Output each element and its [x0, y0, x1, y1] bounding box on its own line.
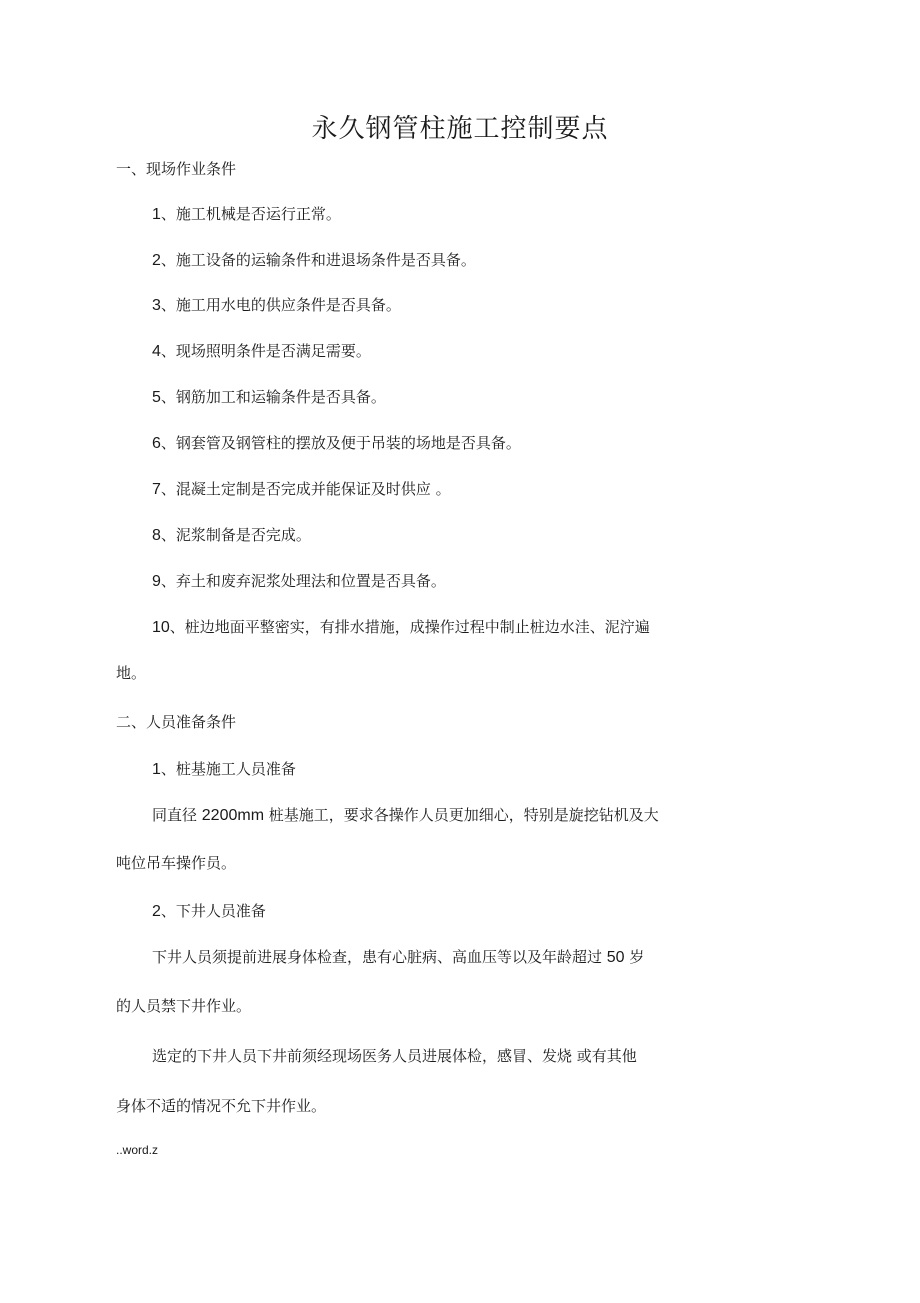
list-item [152, 340, 371, 361]
list-item [152, 524, 311, 545]
item-text: 、弃土和废弃泥浆处理法和位置是否具备。 [160, 572, 446, 590]
paragraph-continuation: 身体不适的情况不允下井作业。 [116, 1097, 327, 1115]
text-run: 同直径 [152, 806, 202, 824]
item-number: 2 [152, 903, 161, 920]
paragraph-line [152, 804, 659, 825]
item-continuation: 地。 [116, 664, 147, 682]
list-item [152, 478, 451, 499]
item-text: 、混凝土定制是否完成并能保证及时供应 。 [160, 480, 451, 498]
item-text: 、现场照明条件是否满足需要。 [160, 342, 371, 360]
item-text: 、泥浆制备是否完成。 [160, 526, 311, 544]
item-number: 9 [152, 573, 161, 590]
age-value: 50 [606, 949, 625, 966]
item-text: 、桩边地面平整密实，有排水措施，成操作过程中制止桩边水洼、泥泞遍 [169, 618, 650, 636]
list-item [152, 432, 521, 453]
item-number: 7 [152, 481, 161, 498]
list-item [152, 249, 476, 270]
item-number: 6 [152, 435, 161, 452]
text-run: 岁 [624, 948, 645, 966]
item-number: 1 [152, 761, 161, 778]
item-number: 2 [152, 252, 161, 269]
text-run: 桩基施工，要求各操作人员更加细心，特别是旋挖钻机及大 [264, 806, 659, 824]
paragraph-line: 选定的下井人员下井前须经现场医务人员进展体检，感冒、发烧 或有其他 [152, 1047, 637, 1065]
paragraph-continuation: 吨位吊车操作员。 [116, 854, 237, 872]
item-number: 10 [152, 619, 170, 636]
list-item [152, 203, 341, 224]
paragraph-continuation: 的人员禁下井作业。 [116, 997, 252, 1015]
page-footer: ..word.z [116, 1143, 159, 1157]
section-heading-site-conditions: 一、现场作业条件 [116, 160, 237, 178]
item-text: 、施工机械是否运行正常。 [160, 205, 341, 223]
item-text: 、钢套管及钢管柱的摆放及便于吊装的场地是否具备。 [160, 434, 521, 452]
item-text: 、下井人员准备 [160, 902, 266, 920]
list-item [152, 386, 386, 407]
subsection-heading [152, 900, 266, 921]
item-text: 、桩基施工人员准备 [160, 760, 296, 778]
page-title: 永久钢管柱施工控制要点 [311, 114, 609, 144]
list-item [152, 616, 650, 637]
list-item [152, 570, 446, 591]
item-text: 、钢筋加工和运输条件是否具备。 [160, 388, 386, 406]
section-heading-staff-conditions: 二、人员准备条件 [116, 713, 237, 731]
item-number: 3 [152, 297, 161, 314]
item-text: 、施工设备的运输条件和进退场条件是否具备。 [160, 251, 476, 269]
paragraph-line [152, 946, 644, 967]
item-number: 1 [152, 206, 161, 223]
item-number: 8 [152, 527, 161, 544]
list-item [152, 294, 401, 315]
subsection-heading [152, 758, 296, 779]
item-number: 5 [152, 389, 161, 406]
item-text: 、施工用水电的供应条件是否具备。 [160, 296, 401, 314]
item-number: 4 [152, 343, 161, 360]
diameter-value: 2200mm [201, 807, 265, 824]
text-run: 下井人员须提前进展身体检查，患有心脏病、高血压等以及年龄超过 [152, 948, 607, 966]
